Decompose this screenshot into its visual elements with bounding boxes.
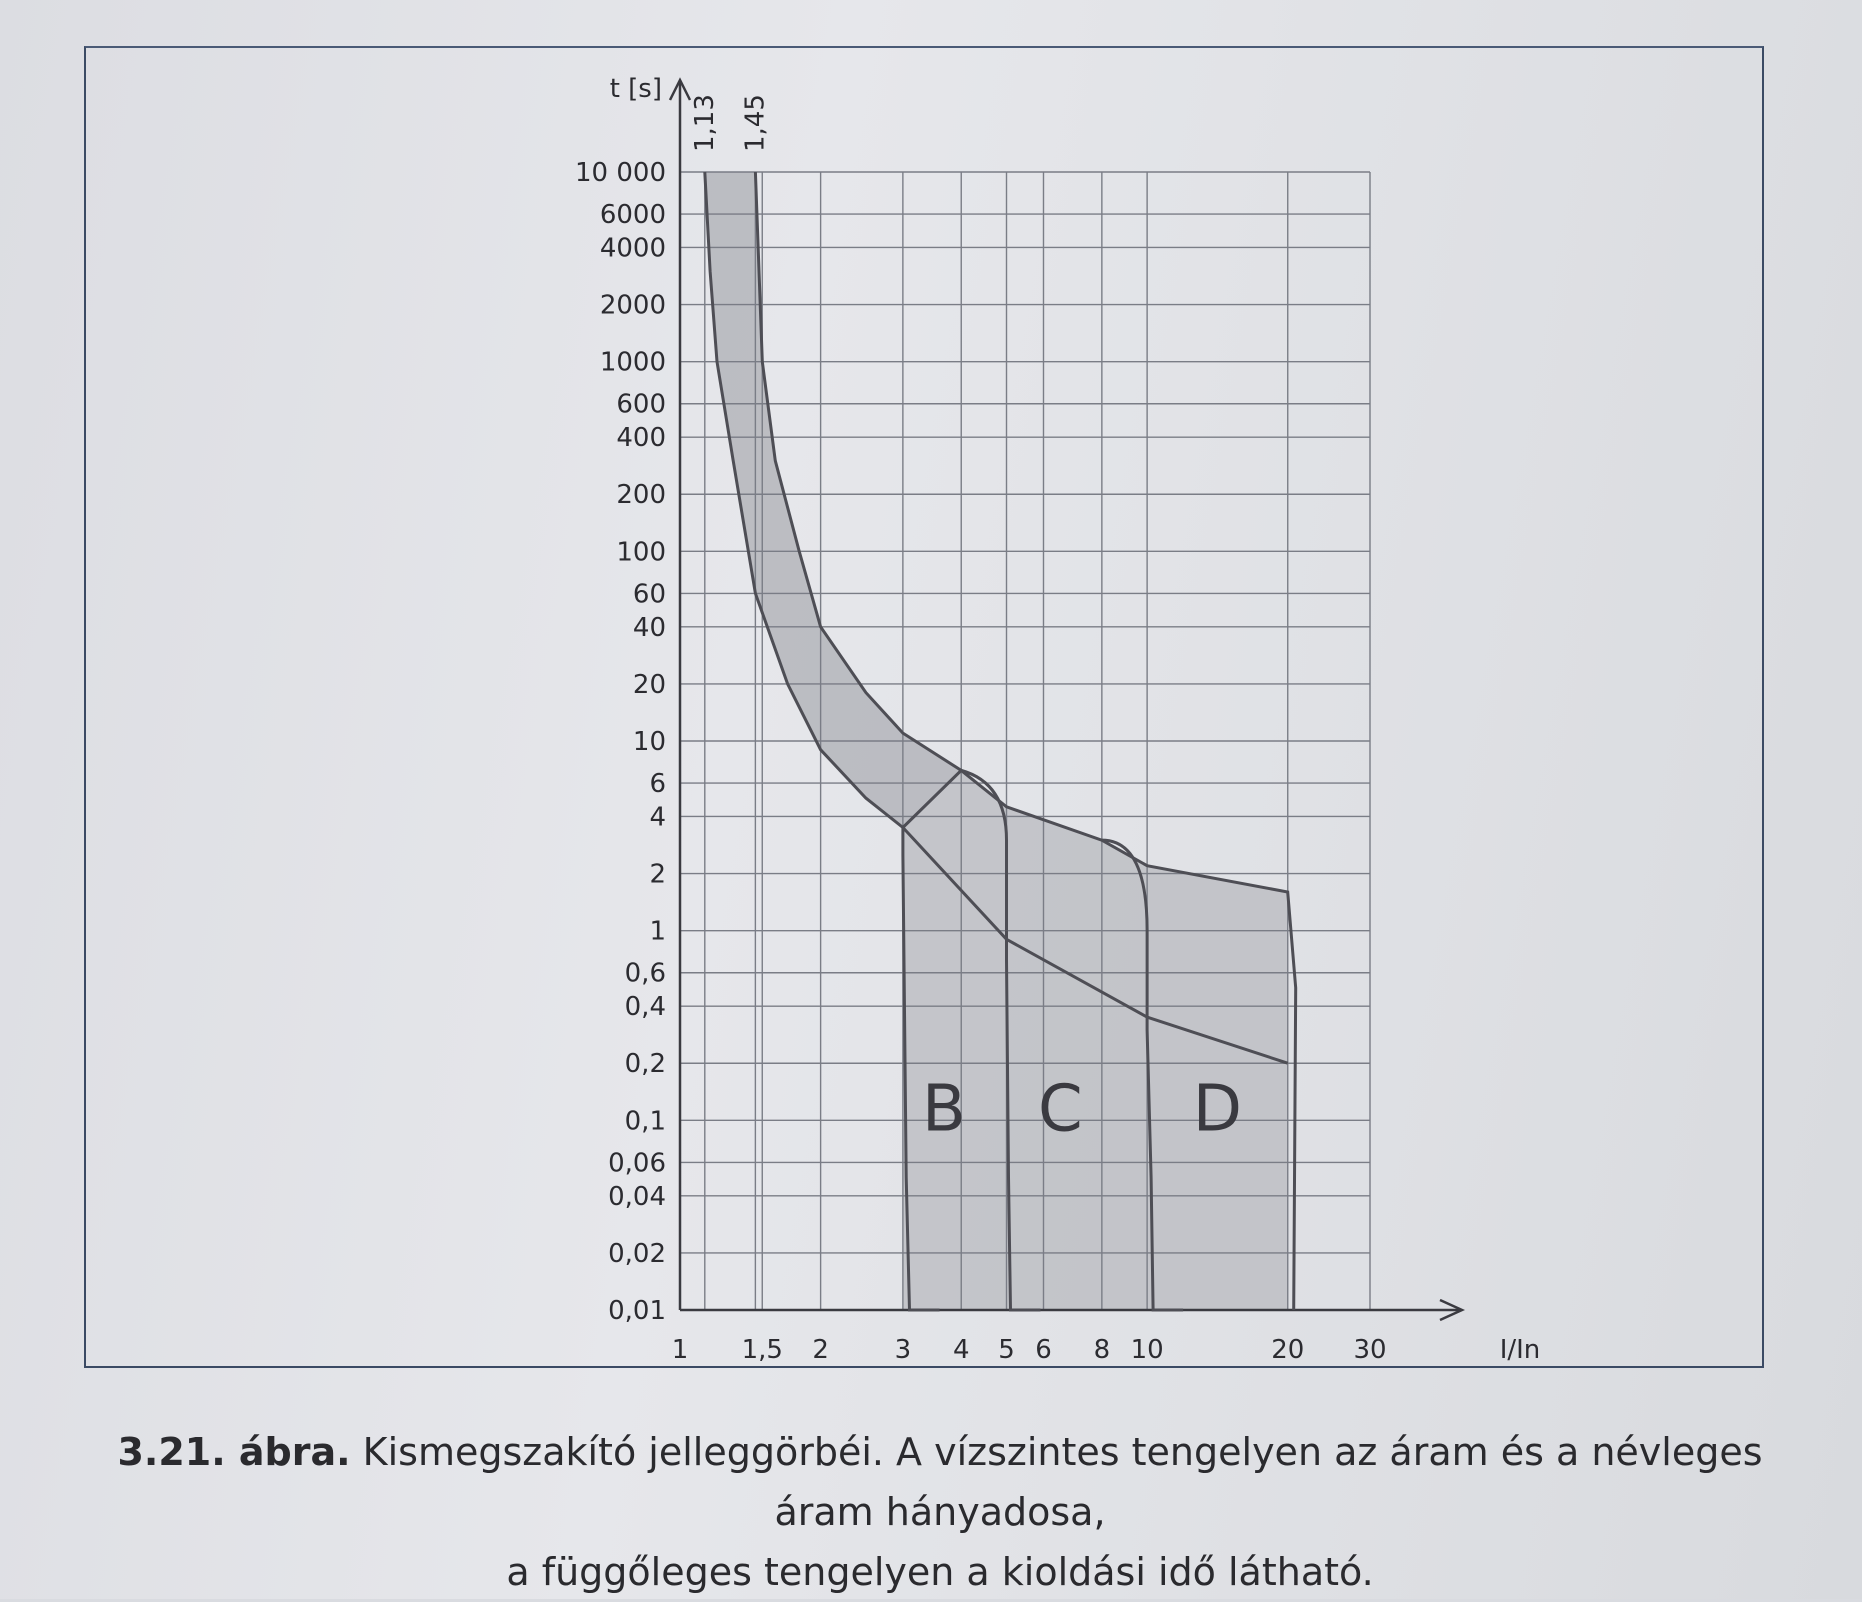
marker-label: 1,45 bbox=[740, 94, 771, 152]
y-tick-label: 40 bbox=[632, 612, 666, 643]
x-tick-label: 20 bbox=[1271, 1335, 1305, 1365]
x-tick-label: 2 bbox=[812, 1335, 829, 1365]
y-tick-label: 0,6 bbox=[624, 958, 666, 989]
y-tick-label: 6000 bbox=[599, 200, 666, 231]
y-tick-label: 1 bbox=[649, 916, 666, 947]
y-tick-label: 0,04 bbox=[608, 1181, 666, 1212]
y-axis-title: t [s] bbox=[609, 74, 662, 104]
region-label-B: B bbox=[922, 1072, 966, 1147]
y-tick-label: 4000 bbox=[599, 233, 666, 264]
caption-text-2: a függőleges tengelyen a kioldási idő látható. bbox=[506, 1550, 1374, 1594]
region-label-C: C bbox=[1037, 1072, 1083, 1147]
x-tick-label: 3 bbox=[894, 1335, 912, 1365]
x-tick-label: 10 bbox=[1130, 1335, 1164, 1365]
y-tick-label: 2000 bbox=[599, 290, 666, 321]
caption-text-1: Kismegszakító jelleggörbéi. A vízszintes tengelyen az áram és a névleges áram hányadosa, bbox=[362, 1430, 1763, 1534]
y-tick-label: 200 bbox=[616, 480, 666, 511]
y-tick-label: 2 bbox=[649, 859, 666, 890]
region-label-D: D bbox=[1192, 1072, 1243, 1147]
marker-label: 1,13 bbox=[689, 94, 720, 152]
x-tick-label: 1,5 bbox=[741, 1335, 783, 1365]
x-tick-label: 6 bbox=[1035, 1335, 1052, 1365]
y-tick-label: 6 bbox=[649, 769, 666, 800]
y-tick-label: 600 bbox=[616, 389, 666, 420]
y-tick-label: 10 000 bbox=[575, 158, 666, 188]
x-tick-label: 5 bbox=[998, 1335, 1015, 1365]
y-tick-label: 4 bbox=[649, 802, 666, 833]
y-tick-label: 400 bbox=[616, 423, 666, 454]
y-tick-label: 0,4 bbox=[624, 992, 666, 1023]
x-tick-label: 8 bbox=[1093, 1335, 1111, 1365]
caption-figure-number: 3.21. ábra. bbox=[117, 1430, 351, 1474]
y-tick-label: 20 bbox=[632, 669, 666, 700]
y-tick-label: 0,1 bbox=[624, 1106, 666, 1137]
figure-caption bbox=[70, 1422, 1810, 1602]
y-tick-label: 0,2 bbox=[624, 1049, 666, 1080]
y-tick-label: 100 bbox=[616, 537, 666, 568]
y-tick-label: 1000 bbox=[599, 347, 666, 378]
x-tick-label: 30 bbox=[1353, 1335, 1387, 1365]
y-tick-label: 0,01 bbox=[608, 1296, 666, 1326]
caption-line-1 bbox=[70, 1422, 1810, 1542]
y-tick-label: 0,06 bbox=[608, 1148, 666, 1179]
y-tick-label: 60 bbox=[632, 579, 666, 610]
x-axis-title: I/In bbox=[1499, 1335, 1541, 1365]
x-tick-label: 1 bbox=[671, 1335, 689, 1365]
y-tick-label: 10 bbox=[632, 727, 666, 757]
x-tick-label: 4 bbox=[952, 1335, 970, 1365]
y-tick-label: 0,02 bbox=[608, 1238, 666, 1269]
thermal-band bbox=[705, 172, 961, 827]
